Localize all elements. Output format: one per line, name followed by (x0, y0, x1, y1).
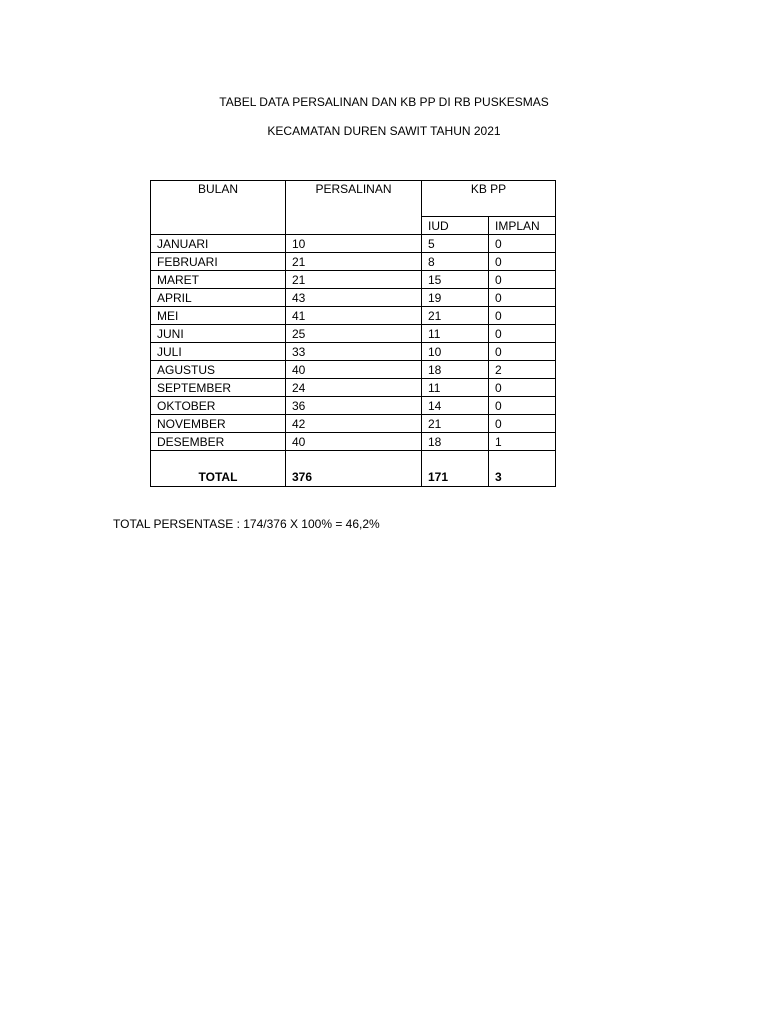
cell-bulan: APRIL (151, 289, 286, 307)
cell-iud: 18 (422, 361, 489, 379)
cell-iud: 11 (422, 379, 489, 397)
cell-persalinan: 24 (286, 379, 422, 397)
table-row (151, 343, 556, 361)
cell-bulan: DESEMBER (151, 433, 286, 451)
cell-implan: 0 (489, 379, 556, 397)
document-subtitle: KECAMATAN DUREN SAWIT TAHUN 2021 (267, 124, 501, 138)
cell-implan: 0 (489, 289, 556, 307)
cell-implan: 0 (489, 253, 556, 271)
total-iud: 171 (422, 451, 489, 487)
table-row (151, 397, 556, 415)
cell-iud: 15 (422, 271, 489, 289)
cell-persalinan: 40 (286, 433, 422, 451)
total-implan: 3 (489, 451, 556, 487)
total-row (151, 451, 556, 487)
cell-persalinan: 25 (286, 325, 422, 343)
total-percentage-note: TOTAL PERSENTASE : 174/376 X 100% = 46,2% (113, 517, 380, 531)
cell-iud: 5 (422, 235, 489, 253)
cell-persalinan: 41 (286, 307, 422, 325)
document-title: TABEL DATA PERSALINAN DAN KB PP DI RB PUSKESMAS (219, 95, 549, 109)
cell-persalinan: 21 (286, 253, 422, 271)
table-row (151, 415, 556, 433)
cell-implan: 0 (489, 397, 556, 415)
cell-persalinan: 43 (286, 289, 422, 307)
table-row (151, 361, 556, 379)
cell-iud: 19 (422, 289, 489, 307)
header-iud: IUD (422, 217, 489, 235)
total-label: TOTAL (151, 451, 286, 487)
cell-persalinan: 33 (286, 343, 422, 361)
cell-iud: 8 (422, 253, 489, 271)
cell-iud: 10 (422, 343, 489, 361)
cell-persalinan: 21 (286, 271, 422, 289)
header-implan: IMPLAN (489, 217, 556, 235)
cell-implan: 0 (489, 307, 556, 325)
cell-bulan: JULI (151, 343, 286, 361)
table-row (151, 307, 556, 325)
cell-bulan: AGUSTUS (151, 361, 286, 379)
cell-implan: 0 (489, 271, 556, 289)
cell-iud: 14 (422, 397, 489, 415)
table-row (151, 235, 556, 253)
table-row (151, 325, 556, 343)
cell-iud: 21 (422, 307, 489, 325)
cell-bulan: SEPTEMBER (151, 379, 286, 397)
cell-implan: 0 (489, 235, 556, 253)
cell-iud: 11 (422, 325, 489, 343)
table-row (151, 271, 556, 289)
cell-iud: 18 (422, 433, 489, 451)
cell-bulan: OKTOBER (151, 397, 286, 415)
cell-bulan: MARET (151, 271, 286, 289)
cell-implan: 0 (489, 415, 556, 433)
header-kbpp: KB PP (422, 181, 556, 217)
table-body (151, 235, 556, 451)
cell-bulan: MEI (151, 307, 286, 325)
cell-persalinan: 36 (286, 397, 422, 415)
cell-implan: 1 (489, 433, 556, 451)
table-row (151, 379, 556, 397)
table-row (151, 253, 556, 271)
cell-persalinan: 42 (286, 415, 422, 433)
cell-bulan: NOVEMBER (151, 415, 286, 433)
header-bulan: BULAN (151, 181, 286, 235)
cell-bulan: JUNI (151, 325, 286, 343)
table-row (151, 433, 556, 451)
cell-persalinan: 10 (286, 235, 422, 253)
persalinan-kb-table (150, 180, 556, 487)
cell-bulan: FEBRUARI (151, 253, 286, 271)
header-persalinan: PERSALINAN (286, 181, 422, 235)
total-persalinan: 376 (286, 451, 422, 487)
cell-implan: 2 (489, 361, 556, 379)
cell-implan: 0 (489, 343, 556, 361)
table-row (151, 289, 556, 307)
cell-persalinan: 40 (286, 361, 422, 379)
cell-implan: 0 (489, 325, 556, 343)
cell-iud: 21 (422, 415, 489, 433)
cell-bulan: JANUARI (151, 235, 286, 253)
